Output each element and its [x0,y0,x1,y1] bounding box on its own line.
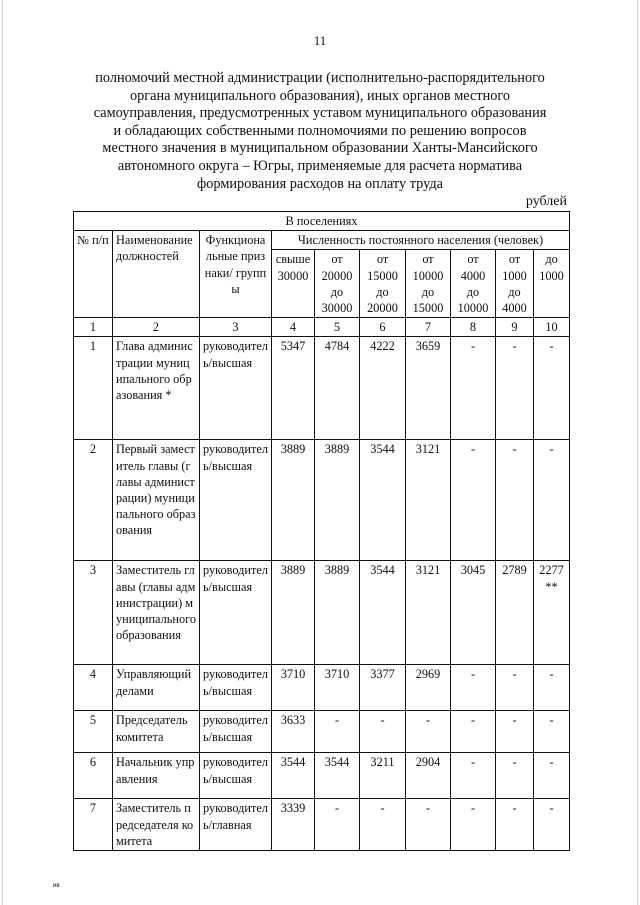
value-cell: 2277 ** [534,561,570,665]
value-cell: - [451,440,496,561]
row-no: 6 [74,753,113,799]
value-cell: - [406,711,451,753]
column-number: 8 [451,318,496,337]
range-header: до 1000 [534,250,570,318]
table-row [74,799,570,851]
value-cell: - [534,711,570,753]
right-scan-edge [637,0,638,905]
range-header: свыше 30000 [272,250,315,318]
currency-unit: рублей [525,194,567,209]
value-cell: 3045 [451,561,496,665]
position-name: Управляющий делами [113,665,200,711]
left-scan-edge [2,0,3,905]
document-heading [60,70,580,193]
value-cell: 2969 [406,665,451,711]
value-cell: - [534,337,570,440]
value-cell: 5347 [272,337,315,440]
group-header: В поселениях [74,212,570,231]
value-cell: 3889 [315,440,360,561]
row-no: 5 [74,711,113,753]
column-number: 2 [113,318,200,337]
position-name: Глава администрации муниципального образования * [113,337,200,440]
value-cell: - [534,440,570,561]
table-row [74,440,570,561]
value-cell: 3544 [360,440,406,561]
column-number: 4 [272,318,315,337]
column-number: 6 [360,318,406,337]
range-header: от 10000 до 15000 [406,250,451,318]
value-cell: - [496,753,534,799]
function-group: руководитель/высшая [200,337,272,440]
value-cell: 3339 [272,799,315,851]
value-cell: - [534,799,570,851]
table-row [74,753,570,799]
row-no: 7 [74,799,113,851]
function-group: руководитель/высшая [200,440,272,561]
table-row [74,337,570,440]
column-number: 3 [200,318,272,337]
column-number: 1 [74,318,113,337]
salary-table [73,211,570,851]
value-cell: - [496,665,534,711]
range-header: от 4000 до 10000 [451,250,496,318]
value-cell: - [534,753,570,799]
population-header: Численность постоянного населения (человек) [272,231,570,250]
range-header: от 15000 до 20000 [360,250,406,318]
function-group: руководитель/высшая [200,711,272,753]
table-row [74,665,570,711]
header-no: № п/п [74,231,113,318]
row-no: 3 [74,561,113,665]
value-cell: 3889 [272,561,315,665]
heading-line: и обладающих собственными полномочиями по решению вопросов [113,122,527,139]
footer-mark: ив [53,883,60,889]
column-number: 7 [406,318,451,337]
value-cell: - [534,665,570,711]
column-number-row [74,318,570,337]
row-no: 2 [74,440,113,561]
value-cell: - [360,711,406,753]
value-cell: 3710 [315,665,360,711]
value-cell: - [496,337,534,440]
value-cell: 3544 [272,753,315,799]
position-name: Начальник управления [113,753,200,799]
value-cell: 2904 [406,753,451,799]
column-number: 5 [315,318,360,337]
column-number: 10 [534,318,570,337]
table-row [74,711,570,753]
range-header: от 20000 до 30000 [315,250,360,318]
value-cell: 3710 [272,665,315,711]
function-group: руководитель/высшая [200,561,272,665]
value-cell: 4784 [315,337,360,440]
value-cell: 2789 [496,561,534,665]
function-group: руководитель/главная [200,799,272,851]
position-name: Председатель комитета [113,711,200,753]
value-cell: - [496,440,534,561]
value-cell: - [451,711,496,753]
value-cell: - [315,799,360,851]
value-cell: - [360,799,406,851]
table-row [74,561,570,665]
value-cell: 3659 [406,337,451,440]
value-cell: 3544 [360,561,406,665]
value-cell: 3377 [360,665,406,711]
value-cell: - [406,799,451,851]
value-cell: 4222 [360,337,406,440]
value-cell: 3544 [315,753,360,799]
heading-line: органа муниципального образования), иных органов местного [129,87,511,104]
position-name: Заместитель председателя комитета [113,799,200,851]
function-group: руководитель/высшая [200,753,272,799]
function-group: руководитель/высшая [200,665,272,711]
position-name: Заместитель главы (главы администрации) муниципального образования [113,561,200,665]
value-cell: - [451,799,496,851]
heading-line: автономного округа – Югры, применяемые для расчета норматива [117,157,523,174]
column-number: 9 [496,318,534,337]
value-cell: 3121 [406,561,451,665]
header-name: Наименование должностей [113,231,200,318]
value-cell: - [451,753,496,799]
position-name: Первый заместитель главы (главы администрации) муниципального образования [113,440,200,561]
heading-line: формирования расходов на оплату труда [197,175,443,192]
range-header: от 1000 до 4000 [496,250,534,318]
value-cell: - [496,799,534,851]
value-cell: - [496,711,534,753]
value-cell: 3889 [272,440,315,561]
page-number: 11 [313,33,327,48]
row-no: 4 [74,665,113,711]
heading-line: местного значения в муниципальном образовании Ханты-Мансийского [102,140,538,157]
heading-line: полномочий местной администрации (исполнительно-распорядительного [95,70,545,86]
value-cell: 3633 [272,711,315,753]
value-cell: - [451,337,496,440]
value-cell: 3121 [406,440,451,561]
row-no: 1 [74,337,113,440]
value-cell: - [315,711,360,753]
heading-line: самоуправления, предусмотренных уставом муниципального образования [93,105,547,122]
value-cell: - [451,665,496,711]
header-function: Функциональные признаки/ группы [200,231,272,318]
value-cell: 3211 [360,753,406,799]
value-cell: 3889 [315,561,360,665]
